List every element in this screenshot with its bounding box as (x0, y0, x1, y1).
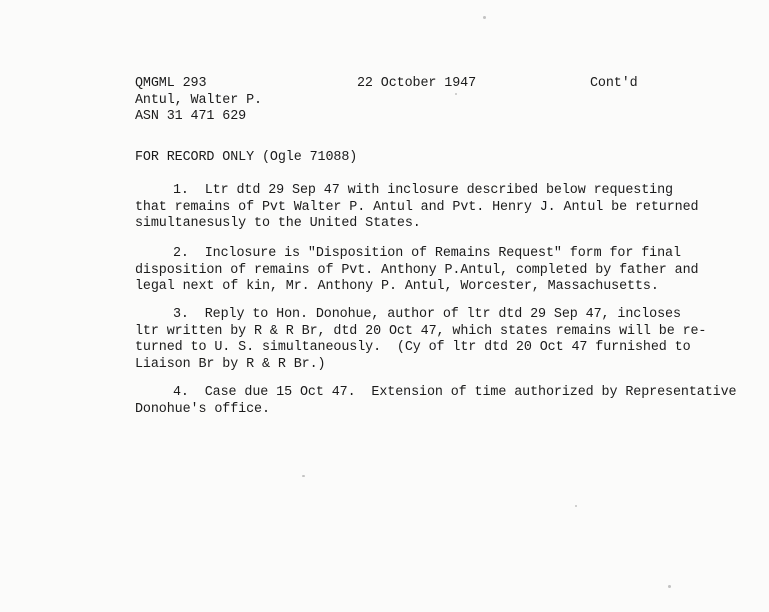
paragraph-line: Liaison Br by R & R Br.) (135, 356, 326, 372)
paragraph-line: simultanesusly to the United States. (135, 216, 421, 231)
paragraph-1 (135, 183, 698, 233)
paragraph-line: that remains of Pvt Walter P. Antul and Pvt. Henry J. Antul be returned (135, 199, 699, 215)
paragraph-line: 1. Ltr dtd 29 Sep 47 with inclosure described below requesting (173, 183, 673, 198)
paragraph-line: turned to U. S. simultaneously. (Cy of ltr dtd 20 Oct 47 furnished to (135, 340, 691, 355)
paragraph-line: legal next of kin, Mr. Anthony P. Antul, Worcester, Massachusetts. (135, 279, 659, 294)
file-code: QMGML 293 (135, 76, 207, 91)
paragraph-4 (135, 385, 736, 418)
paragraph-line: 4. Case due 15 Oct 47. Extension of time authorized by Representative (173, 385, 737, 400)
paragraph-line: disposition of remains of Pvt. Anthony P.Antul, completed by father and (135, 262, 699, 278)
paragraph-line: Donohue's office. (135, 401, 270, 417)
document-date: 22 October 1947 (357, 76, 477, 91)
continued-mark: Cont'd (590, 76, 638, 91)
paragraph-line: 2. Inclosure is "Disposition of Remains Request" form for final (173, 246, 681, 261)
header-identifier-block (135, 76, 262, 126)
soldier-name: Antul, Walter P. (135, 92, 262, 108)
service-number: ASN 31 471 629 (135, 109, 247, 124)
scan-speck (483, 16, 486, 19)
scan-speck (575, 505, 577, 507)
record-heading: FOR RECORD ONLY (Ogle 71088) (135, 150, 358, 165)
scan-speck (455, 93, 457, 95)
paragraph-line: 3. Reply to Hon. Donohue, author of ltr dtd 29 Sep 47, incloses (173, 307, 681, 322)
paragraph-3 (135, 307, 706, 373)
scan-speck (668, 585, 671, 588)
paragraph-line: ltr written by R & R Br, dtd 20 Oct 47, which states remains will be re- (135, 323, 707, 339)
paragraph-2 (135, 246, 698, 296)
scan-speck (302, 475, 305, 477)
